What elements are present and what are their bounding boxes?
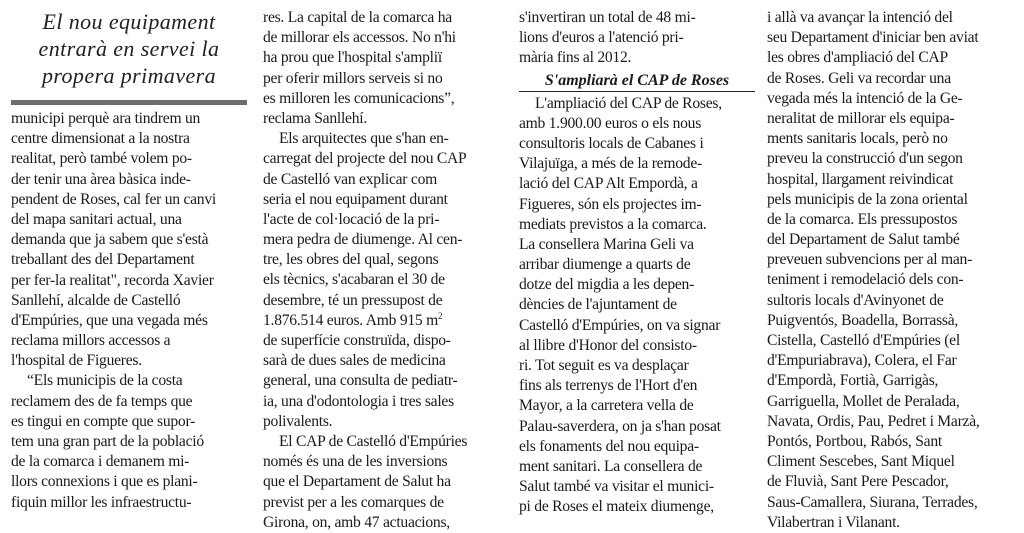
text-line: municipi perquè ara tindrem un	[11, 110, 201, 127]
text-line: Vilabertran i Vilanant.	[767, 513, 900, 531]
text-line: seu Departament d'iniciar ben aviat	[767, 29, 979, 47]
text-line: d'Empúries, que una vegada més	[11, 311, 208, 329]
text-line: der tenir una àrea bàsica inde-	[11, 170, 191, 188]
text-line: Navata, Ordis, Pau, Pedret i Marzà,	[767, 412, 980, 430]
text-line: reclama Sanllehí.	[263, 109, 367, 127]
text-line: al llibre d'Honor del consisto-	[519, 336, 697, 354]
text-line: d'Empordà, Fortià, Garrigàs,	[767, 372, 939, 390]
text-line: Saus-Camallera, Siurana, Terrades,	[767, 493, 978, 511]
headline-line: entrarà en servei la	[38, 36, 220, 61]
text-line: “Els municipis de la costa	[27, 372, 183, 390]
text-line: Climent Sescebes, Sant Miquel	[767, 453, 955, 471]
text-line: de la comarca. Els pressupostos	[767, 210, 958, 228]
text-line: tre, les obres del qual, segons	[263, 251, 439, 269]
text-line: preveuen subvencions per al man-	[767, 251, 973, 269]
text-line: pendent de Roses, cal fer un canvi	[11, 190, 216, 208]
text-line: s'invertiran un total de 48 mi-	[519, 9, 696, 26]
text-line: ia, una d'odontologia i tres sales	[263, 392, 454, 410]
text-line: ments sanitaris locals, però no	[767, 130, 948, 148]
text-line	[263, 311, 499, 331]
text-line: reclama millors accessos a	[11, 332, 171, 350]
text-line: Castelló d'Empúries, on va signar	[519, 316, 721, 334]
text-line: Pontós, Portbou, Rabós, Sant	[767, 432, 942, 450]
text-line: centre dimensionat a la nostra	[11, 130, 190, 148]
text-line: realitat, però també volem po-	[11, 150, 192, 168]
text-line: de Castelló van explicar com	[263, 170, 437, 188]
section-subheading: S'ampliarà el CAP de Roses	[519, 71, 755, 92]
text-line: sarà de dues sales de medicina	[263, 352, 446, 370]
text-line: previst per a les comarques de	[263, 493, 444, 511]
text-line: res. La capital de la comarca ha	[263, 9, 452, 26]
text-line: vegada més la intenció de la Ge-	[767, 89, 963, 107]
text-line: preveu la construcció d'un segon	[767, 150, 963, 168]
headline-line: El nou equipament	[42, 9, 216, 34]
text-line: pels municipis de la zona oriental	[767, 190, 968, 208]
text-fragment: 1.876.514 euros. Amb 915 m	[263, 311, 438, 329]
text-line: L'ampliació del CAP de Roses,	[535, 94, 722, 112]
column-2	[263, 8, 499, 533]
article-headline	[11, 8, 247, 89]
text-line: arribar diumenge a quarts de	[519, 256, 691, 274]
text-line: per oferir millors serveis si no	[263, 69, 443, 87]
column-4	[767, 8, 1017, 533]
text-line: seria el nou equipament durant	[263, 190, 448, 208]
text-line: de la comarca i demanem mi-	[11, 453, 190, 471]
text-line: de Fluvià, Sant Pere Pescador,	[767, 473, 949, 491]
text-line: Palau-saverdera, on ja s'han posat	[519, 417, 721, 435]
text-line: Vilajuïga, a més de la remode-	[519, 155, 702, 173]
text-line: dotze del migdia a les depen-	[519, 276, 695, 294]
text-line: l'acte de col·locació de la pri-	[263, 210, 440, 228]
text-line: tem una gran part de la població	[11, 433, 204, 450]
text-line: i allà va avançar la intenció del	[767, 9, 953, 26]
text-line: lació del CAP Alt Empordà, a	[519, 175, 698, 193]
text-line: les obres d'ampliació del CAP	[767, 49, 948, 67]
text-line: de millorar els accessos. No n'hi	[263, 29, 456, 47]
text-line: reclamem des de fa temps que	[11, 392, 193, 410]
text-line: Puigventós, Boadella, Borrassà,	[767, 311, 959, 329]
headline-divider	[11, 100, 247, 105]
headline-line: propera primavera	[41, 63, 217, 88]
text-line: pi de Roses el mateix diumenge,	[519, 498, 714, 516]
text-line: els tècnics, s'acabaran el 30 de	[263, 271, 445, 289]
text-line: hospital, llargament reivindicat	[767, 170, 954, 188]
text-line: del Departament de Salut també	[767, 231, 960, 249]
text-line: demanda que ja sabem que s'està	[11, 231, 209, 249]
text-line: ri. Tot seguit es va desplaçar	[519, 357, 689, 374]
text-line: Girona, on, amb 47 actuacions,	[263, 513, 450, 531]
text-line: mera pedra de diumenge. Al cen-	[263, 231, 463, 249]
text-line: d'Empuriabrava), Colera, el Far	[767, 352, 957, 370]
column-1	[11, 8, 247, 513]
text-line: amb 1.900.00 euros o els nous	[519, 114, 702, 132]
text-line: es milloren les comunicacions”,	[263, 89, 455, 107]
text-line: Garriguella, Mollet de Peralada,	[767, 392, 960, 410]
text-line: es tingui en compte que supor-	[11, 412, 196, 430]
column-3	[519, 8, 755, 518]
text-line: llors connexions i que es plani-	[11, 473, 198, 491]
text-line: Sanllehí, alcalde de Castelló	[11, 291, 181, 309]
text-line: Salut també va visitar el munici-	[519, 478, 714, 496]
text-line: desembre, té un pressupost de	[263, 291, 443, 309]
text-line: mària fins al 2012.	[519, 49, 632, 67]
text-line: els fonaments del nou equipa-	[519, 437, 699, 455]
text-line: fins als terrenys de l'Hort d'en	[519, 377, 698, 395]
text-line: La consellera Marina Geli va	[519, 235, 694, 253]
text-line: de Roses. Geli va recordar una	[767, 69, 951, 87]
text-line: general, una consulta de pediatr-	[263, 372, 458, 390]
text-line: Els arquitectes que s'han en-	[279, 130, 449, 148]
text-line: lions d'euros a l'atenció pri-	[519, 29, 684, 47]
text-line: mediats previstos a la comarca.	[519, 215, 707, 233]
text-line: ha prou que l'hospital s'ampliï	[263, 49, 442, 67]
text-line: de superfície construïda, dispo-	[263, 332, 451, 349]
text-line: teniment i remodelació dels con-	[767, 271, 964, 289]
text-line: Figueres, són els projectes im-	[519, 195, 702, 213]
text-line: treballant des del Departament	[11, 251, 195, 269]
text-line: fiquin millor les infraestructu-	[11, 493, 192, 511]
text-line: ment sanitari. La consellera de	[519, 457, 703, 475]
column-1-text	[11, 109, 247, 513]
text-line: carregat del projecte del nou CAP	[263, 150, 467, 168]
text-line: que el Departament de Salut ha	[263, 473, 451, 491]
text-line: per fer-la realitat", recorda Xavier	[11, 271, 214, 289]
text-line: polivalents.	[263, 412, 333, 430]
text-line: El CAP de Castelló d'Empúries	[279, 432, 468, 450]
text-line: neralitat de millorar els equipa-	[767, 109, 955, 127]
text-line: Cistella, Castelló d'Empúries (el	[767, 332, 960, 349]
text-line: sultoris locals d'Avinyonet de	[767, 291, 944, 309]
text-line: l'hospital de Figueres.	[11, 352, 142, 370]
text-line: Mayor, a la carretera vella de	[519, 397, 694, 415]
text-line: només és una de les inversions	[263, 453, 448, 471]
text-line: consultoris locals de Cabanes i	[519, 134, 704, 152]
text-line: dències de l'ajuntament de	[519, 296, 677, 314]
text-line: del mapa sanitari actual, una	[11, 210, 182, 228]
superscript: 2	[438, 310, 443, 321]
